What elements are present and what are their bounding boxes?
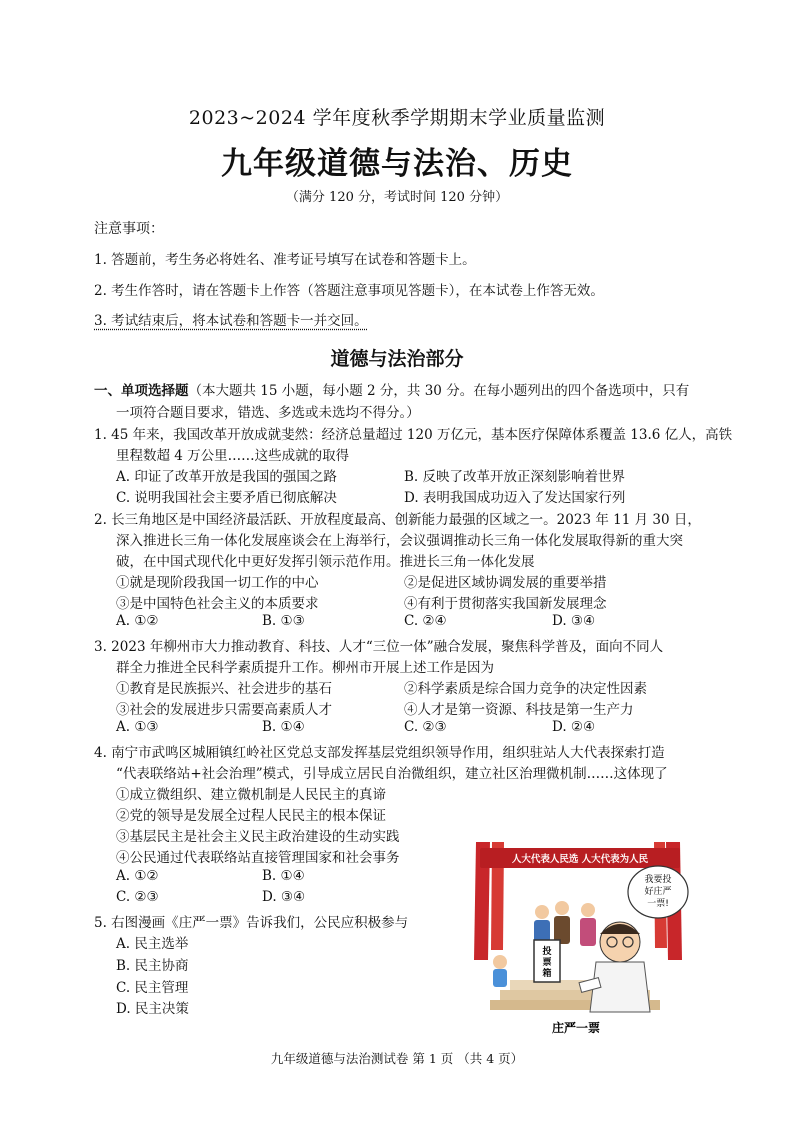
q3-option-2: ②科学素质是综合国力竞争的决定性因素: [404, 681, 647, 697]
part-heading: [94, 379, 689, 399]
q3-choice-c: C. ②③: [404, 719, 447, 735]
q3-stem: 3. 2023 年柳州市大力推动教育、科技、人才“三位一体”融合发展，聚焦科学普及，面向不同人: [94, 639, 664, 655]
q4-option-1: ①成立微组织、建立微机制是人民民主的真谛: [116, 787, 386, 803]
q2-option-3: ③是中国特色社会主义的本质要求: [116, 596, 319, 612]
q1-choice-b: B. 反映了改革开放正深刻影响着世界: [404, 469, 626, 485]
ballot-box-label: 投: [542, 947, 552, 957]
q4-choice-a: A. ①②: [116, 868, 159, 884]
q4-option-3: ③基层民主是社会主义民主政治建设的生动实践: [116, 829, 400, 845]
section-title: 道德与法治部分: [330, 348, 464, 370]
speech-line: 好庄严: [644, 887, 672, 897]
q1-choice-d: D. 表明我国成功迈入了发达国家行列: [404, 490, 626, 506]
q5-choice-d: D. 民主决策: [116, 1001, 189, 1017]
notice-item: 3. 考试结束后，将本试卷和答题卡一并交回。: [94, 313, 368, 329]
q3-choice-d: D. ②④: [552, 719, 596, 735]
speech-line: 我要投: [644, 875, 672, 885]
q2-stem-cont: 破，在中国式现代化中更好发挥引领示范作用。推进长三角一体化发展: [116, 554, 535, 570]
q1-choice-a: A. 印证了改革开放是我国的强国之路: [116, 469, 337, 485]
page-footer: 九年级道德与法治测试卷 第 1 页 （共 4 页）: [270, 1051, 524, 1066]
q3-option-3: ③社会的发展进步只需要高素质人才: [116, 702, 332, 718]
q1-stem-cont: 里程数超 4 万公里……这些成就的取得: [116, 448, 350, 464]
q2-stem-cont: 深入推进长三角一体化发展座谈会在上海举行，会议强调推动长三角一体化发展取得新的重大突: [116, 533, 683, 549]
q5-choice-c: C. 民主管理: [116, 980, 189, 996]
q1-stem: 1. 45 年来，我国改革开放成就斐然：经济总量超过 120 万亿元，基本医疗保障体系覆盖 13.6 亿人，高铁: [94, 427, 733, 443]
q2-option-1: ①就是现阶段我国一切工作的中心: [116, 575, 319, 591]
subject-title: 九年级道德与法治、历史: [221, 146, 573, 182]
q4-choice-c: C. ②③: [116, 889, 159, 905]
ballot-box-label: 箱: [542, 969, 552, 979]
q4-choice-b: B. ①④: [262, 868, 305, 884]
cartoon-illustration: [470, 830, 692, 1040]
q3-option-1: ①教育是民族振兴、社会进步的基石: [116, 681, 332, 697]
notice-item: 1. 答题前，考生务必将姓名、准考证号填写在试卷和答题卡上。: [94, 252, 476, 268]
q2-choice-d: D. ③④: [552, 613, 596, 629]
q1-choice-c: C. 说明我国社会主要矛盾已彻底解决: [116, 490, 337, 506]
cartoon-banner: 人大代表人民选 人大代表为人民: [511, 854, 649, 865]
q2-choice-a: A. ①②: [116, 613, 159, 629]
notice-item: 2. 考生作答时，请在答题卡上作答（答题注意事项见答题卡），在本试卷上作答无效。: [94, 283, 604, 299]
exam-title: 2023~2024 学年度秋季学期期末学业质量监测: [188, 107, 606, 129]
notice-heading: 注意事项：: [94, 221, 164, 237]
q4-option-4: ④公民通过代表联络站直接管理国家和社会事务: [116, 850, 400, 866]
q3-option-4: ④人才是第一资源、科技是第一生产力: [404, 702, 634, 718]
q5-stem: 5. 右图漫画《庄严一票》告诉我们，公民应积极参与: [94, 915, 409, 931]
ballot-box-label: 票: [542, 958, 552, 968]
part-instruction-cont: 一项符合题目要求，错选、多选或未选均不得分。）: [116, 405, 420, 421]
q3-choice-a: A. ①③: [116, 719, 159, 735]
cartoon-caption: 庄严一票: [551, 1021, 601, 1035]
q2-option-2: ②是促进区域协调发展的重要举措: [404, 575, 607, 591]
q2-stem: 2. 长三角地区是中国经济最活跃、开放程度最高、创新能力最强的区域之一。2023 年 11 月 30 日，: [94, 512, 701, 528]
q3-choice-b: B. ①④: [262, 719, 305, 735]
q2-choice-c: C. ②④: [404, 613, 447, 629]
speech-line: 一票!: [647, 899, 669, 909]
part-label: 一、单项选择题: [94, 383, 189, 399]
score-note: （满分 120 分，考试时间 120 分钟）: [285, 190, 509, 205]
q4-option-2: ②党的领导是发展全过程人民民主的根本保证: [116, 808, 386, 824]
q2-option-4: ④有利于贯彻落实我国新发展理念: [404, 596, 607, 612]
q2-choice-b: B. ①③: [262, 613, 305, 629]
q4-stem-cont: “代表联络站+社会治理”模式，引导成立居民自治微组织，建立社区治理微机制……这体现了: [116, 766, 668, 782]
q3-stem-cont: 群全力推进全民科学素质提升工作。柳州市开展上述工作是因为: [116, 660, 494, 676]
q5-choice-a: A. 民主选举: [116, 936, 189, 952]
q5-choice-b: B. 民主协商: [116, 958, 189, 974]
q4-choice-d: D. ③④: [262, 889, 306, 905]
part-instruction: （本大题共 15 小题，每小题 2 分，共 30 分。在每小题列出的四个备选项中，只有: [188, 383, 690, 399]
q4-stem: 4. 南宁市武鸣区城厢镇红岭社区党总支部发挥基层党组织领导作用，组织驻站人大代表探索打造: [94, 745, 665, 761]
